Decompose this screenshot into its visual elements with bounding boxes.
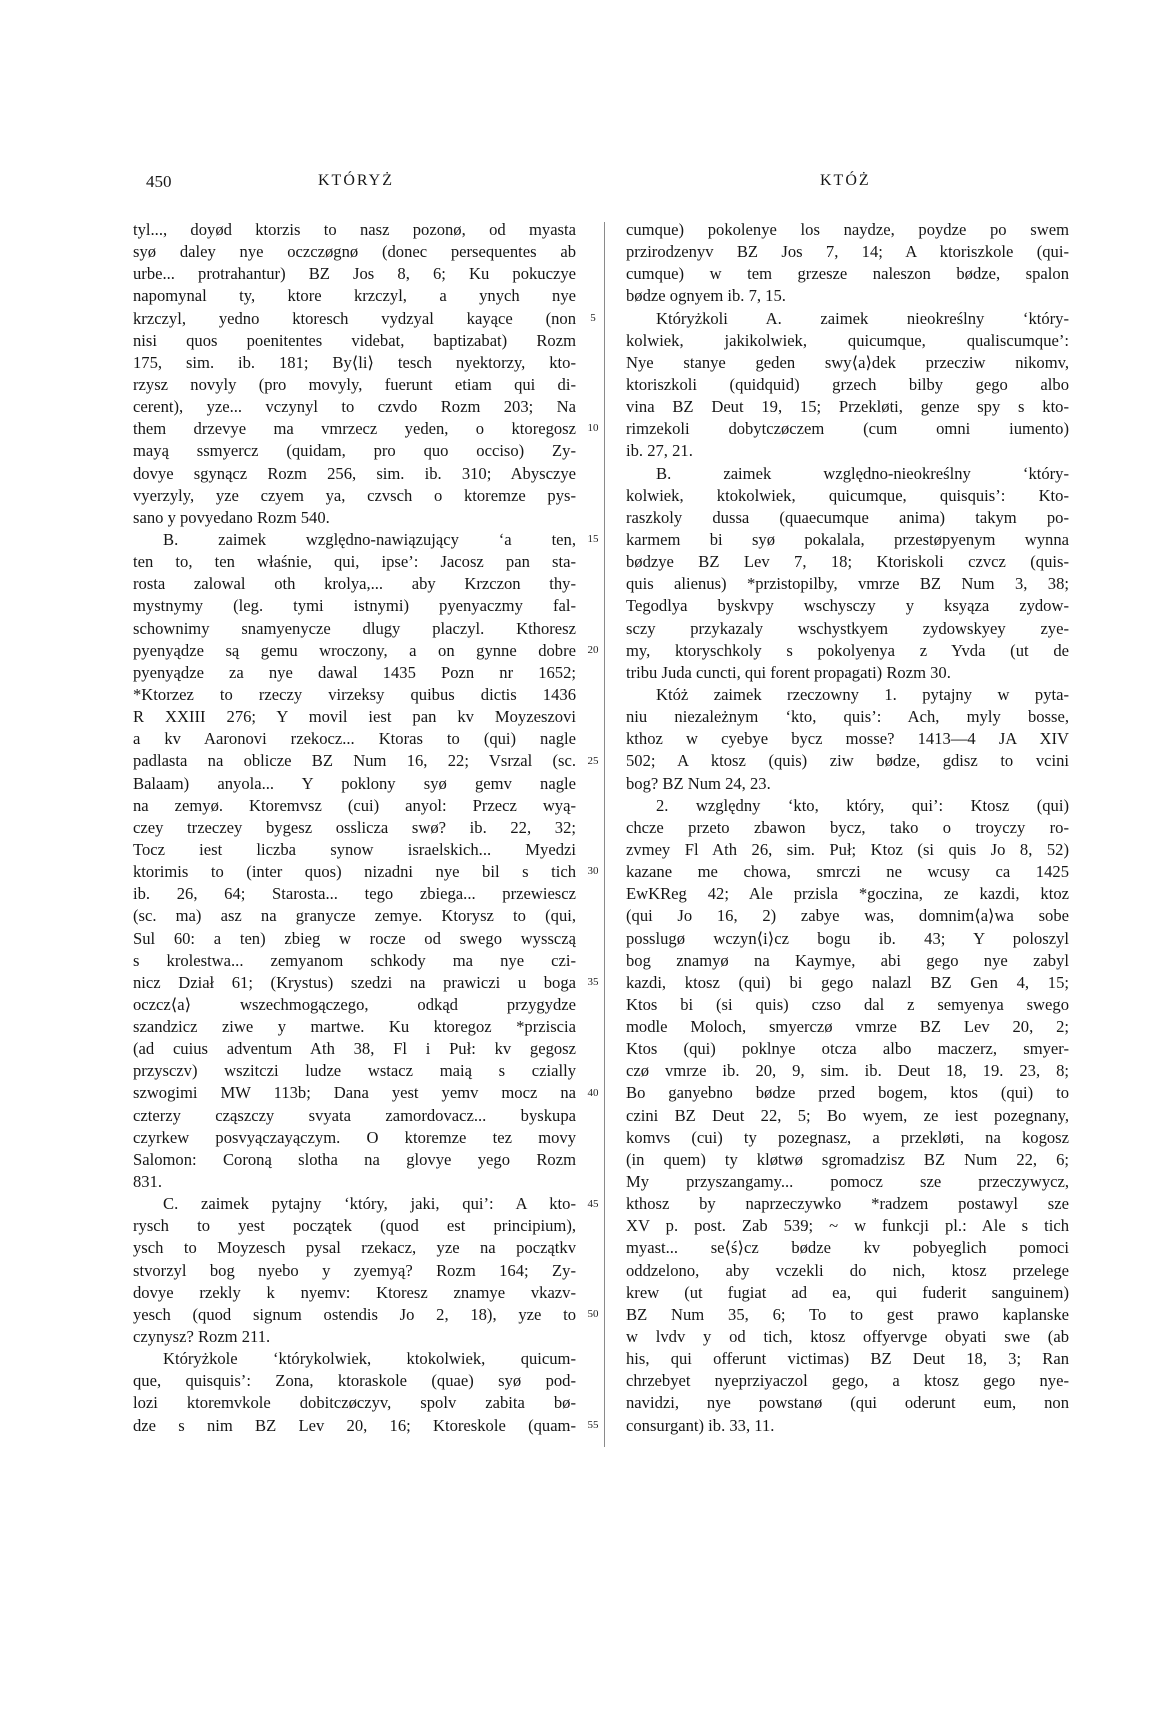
text-line: na zemyø. Ktoremvsz (cui) anyol: Przecz wyą- (133, 795, 576, 815)
text-line: kazane me chowa, smrczi ne wcusy ca 1425 (626, 862, 1069, 882)
text-line: Bo ganyebno bødze przed bogem, ktos (qui) to (626, 1083, 1069, 1103)
text-line: dovye sgynącz Rozm 256, sim. ib. 310; Abysczye (133, 463, 576, 483)
text-line: bødze ognyem ib. 7, 15. (626, 286, 786, 306)
text-line: *Ktorzez to rzeczy virzeksy quibus dictis 1436 (133, 684, 576, 704)
text-line: nicz Dział 61; (Krystus) szedzi na prawiczi u boga (133, 972, 576, 992)
text-line: quis alienus) *przistopilby, vmrze BZ Num 3, 38; (626, 574, 1069, 594)
text-line: 502; A ktosz (quis) ziw bødze, gdisz to vcini (626, 751, 1069, 771)
text-line: rimzekoli dobytczøczem (cum omni iumento) (626, 419, 1069, 439)
running-head-left: KTÓRYŻ (318, 172, 394, 189)
text-line: schownimy snamyenycze dlugy placzyl. Kthoresz (133, 618, 576, 638)
text-line: kazdi, ktosz (qui) bi gego nalazl BZ Gen 4, 15; (626, 972, 1069, 992)
text-line: Któryżkole ‘którykolwiek, ktokolwiek, quicum- (163, 1349, 576, 1369)
text-line: s krolestwa... zemyanom schkody ma nye czi- (133, 950, 576, 970)
line-number: 25 (587, 754, 599, 767)
text-line: my, ktoryschkoly s pokolyenya z Yvda (ut de (626, 640, 1069, 660)
text-line: ib. 27, 21. (626, 441, 693, 461)
text-line: XV p. post. Zab 539; ~ w funkcji pl.: Ale s tich (626, 1216, 1069, 1236)
text-line: mayą ssmyercz (quidam, pro quo occiso) Zy- (133, 441, 576, 461)
left-column (133, 219, 576, 1437)
page-header (0, 172, 1159, 196)
text-line: EwKReg 42; Ale przisla *goczina, ze kazdi, ktoz (626, 884, 1069, 904)
line-number: 5 (590, 311, 596, 324)
text-line: karmem bi syø pokalala, przestøpyenym wynna (626, 529, 1069, 549)
text-line: tyl..., doyød ktorzis to nasz pozonø, od myasta (133, 220, 576, 239)
text-line: ib. 26, 64; Starosta... tego zbiega... przewiescz (133, 884, 576, 904)
text-line: (sc. ma) asz na granycze zemye. Ktorysz to (qui, (133, 906, 576, 926)
text-line: lozi ktoremvkole dobitczøczyv, spolv zabita bø- (133, 1393, 576, 1413)
text-line: w lvdv y od tich, ktosz offyervge obyati swe (ab (626, 1327, 1069, 1347)
text-line: BZ Num 35, 6; To to gest prawo kaplanske (626, 1304, 1069, 1324)
text-line: napomynal ty, ktore krzczyl, a ynych nye (133, 286, 576, 306)
text-line: dze s nim BZ Lev 20, 16; Ktoreskole (quam- (133, 1415, 576, 1435)
text-line: a kv Aaronovi rzekocz... Ktoras to (qui) nagle (133, 729, 576, 749)
text-line: posslugø wczyn⟨i⟩cz bogu ib. 43; Y poloszyl (626, 928, 1069, 948)
text-line: syø daley nye oczczøgnø (donec persequentes ab (133, 242, 576, 262)
line-number-gutter (582, 219, 612, 1449)
text-line: Sul 60: a ten) zbieg w rocze od swego wyssczą (133, 928, 576, 948)
text-line: his, qui offerunt victimas) BZ Deut 18, 3; Ran (626, 1349, 1069, 1369)
line-number: 50 (587, 1308, 599, 1321)
text-line: kthoz w cyebye bycz mosse? 1413—4 JA XIV (626, 729, 1069, 749)
text-line: przysczv) wszitczi ludze wstacz maią s czially (133, 1061, 576, 1081)
text-line: chrzebyet nyeprziyaczol gego, a ktosz gego nye- (626, 1371, 1069, 1391)
text-line: myast... se⟨ś⟩cz bødze kv pobyeglich pomoci (626, 1238, 1069, 1258)
text-line: bog znamyø na Kaymye, abi gego nye zabyl (626, 950, 1069, 970)
text-line: krew (ut fugiat ad ea, qui fuderit sanguinem) (626, 1282, 1069, 1302)
text-line: (in quem) ty kløtwø sgromadzisz BZ Num 22, 6; (626, 1149, 1069, 1169)
text-line: cerent), yze... vczynyl to czvdo Rozm 203; Na (133, 397, 576, 417)
text-line: sano y povyedano Rozm 540. (133, 507, 330, 527)
text-line: yesch (quod signum ostendis Jo 2, 18), yze to (133, 1304, 576, 1324)
text-line: bog? BZ Num 24, 23. (626, 773, 771, 793)
text-line: Ktos bi (si quis) czso dal z semyenya swego (626, 994, 1069, 1014)
text-line: R XXIII 276; Y movil iest pan kv Moyzeszovi (133, 707, 576, 727)
text-line: Tocz iest liczba synow israelskich... Myedzi (133, 839, 576, 859)
text-line: rysch to yest początek (quod est principium), (133, 1216, 576, 1236)
text-line: dovye rzekly k nyemv: Ktoresz znamye vkazv- (133, 1282, 576, 1302)
text-line: szwogimi MW 113b; Dana yest yemv mocz na (133, 1083, 576, 1103)
text-line: padlasta na oblicze BZ Num 16, 22; Vsrzal (sc. (133, 751, 576, 771)
text-line: 175, sim. ib. 181; By⟨li⟩ tesch nyektorzy, kto- (133, 352, 576, 372)
text-line: kolwiek, ktokolwiek, quicumque, quisquis’: Kto- (626, 485, 1069, 505)
text-line: Któryżkoli A. zaimek nieokreślny ‘który- (656, 308, 1069, 328)
text-line: que, quisquis’: Zona, ktoraskole (quae) syø pod- (133, 1371, 576, 1391)
text-line: Tegodlya byskvpy wschysczy y ksyąza zydow- (626, 596, 1069, 616)
text-line: czini BZ Deut 22, 5; Bo wyem, ze iest pozegnany, (626, 1105, 1069, 1125)
text-line: ktoriszkoli (quidquid) grzech bilby gego albo (626, 374, 1069, 394)
text-line: komvs (cui) ty pozegnasz, a przekløti, na kogosz (626, 1127, 1069, 1147)
text-line: krzczyl, yedno ktoresch vydzyal kayące (non (133, 308, 576, 328)
text-line: urbe... protrahantur) BZ Jos 8, 6; Ku pokuczye (133, 264, 576, 284)
text-line: czø vmrze ib. 20, 9, sim. ib. Deut 18, 19. 23, 8; (626, 1061, 1069, 1081)
text-line: chcze przeto zbawon bycz, tako o troyczy ro- (626, 817, 1069, 837)
text-line: cumque) pokolenye los naydze, poydze po swem (626, 220, 1069, 239)
text-line: mystnymy (leg. tymi istnymi) pyenyaczmy fal- (133, 596, 576, 616)
text-line: C. zaimek pytajny ‘który, jaki, qui’: A kto- (163, 1194, 576, 1214)
text-line: ktorimis to (inter quos) nizadni nye bil s tich (133, 862, 576, 882)
line-number: 15 (587, 533, 599, 546)
text-line: B. zaimek względno-nieokreślny ‘który- (656, 463, 1069, 483)
running-head-right: KTÓŻ (820, 172, 871, 189)
text-line: przirodzenyv BZ Jos 7, 14; A ktoriszkole (qui- (626, 242, 1069, 262)
page-number: 450 (146, 172, 172, 191)
text-line: czynysz? Rozm 211. (133, 1327, 271, 1347)
text-line: kthosz by naprzeczywko *radzem postawyl sze (626, 1194, 1069, 1214)
text-line: Któż zaimek rzeczowny 1. pytajny w pyta- (656, 684, 1069, 704)
text-line: My przyszangamy... pomocz sze przeczywycz, (626, 1172, 1069, 1192)
line-number: 45 (587, 1197, 599, 1210)
text-line: 2. względny ‘kto, który, qui’: Ktosz (qui) (656, 795, 1069, 815)
text-line: oczcz⟨a⟩ wszechmogączego, odkąd przygydze (133, 994, 576, 1014)
text-line: (ad cuius adventum Ath 38, Fl i Puł: kv gegosz (133, 1039, 576, 1059)
text-line: czey trzeczey bygesz osslicza swø? ib. 22, 32; (133, 817, 576, 837)
text-line: oddzelono, aby vczekli do nich, ktosz przelege (626, 1260, 1069, 1280)
text-line: niu niezależnym ‘kto, quis’: Ach, myly bosse, (626, 707, 1069, 727)
text-line: Nye stanye geden swy⟨a⟩dek przecziw nikomv, (626, 352, 1069, 372)
text-line: consurgant) ib. 33, 11. (626, 1415, 775, 1435)
line-number: 35 (587, 976, 599, 989)
text-line: navidzi, nye powstanø (qui oderunt eum, non (626, 1393, 1069, 1413)
text-line: modle Moloch, smyerczø vmrze BZ Lev 20, 2; (626, 1017, 1069, 1037)
text-line: Ktos (qui) poklnye otcza albo maczerz, smyer- (626, 1039, 1069, 1059)
text-line: rosta zalowal oth krolya,... aby Krzczon thy- (133, 574, 576, 594)
line-number: 10 (587, 422, 599, 435)
text-line: raszkoly dussa (quaecumque anima) takym po- (626, 507, 1069, 527)
text-line: ten to, ten właśnie, qui, ipse’: Jacosz pan sta- (133, 552, 576, 572)
text-line: nisi quos poenitentes videbat, baptizabat) Rozm (133, 330, 576, 350)
text-line: zvmey Fl Ath 26, sim. Puł; Ktoz (si quis Jo 8, 52) (626, 839, 1069, 859)
text-line: czyrkew posvyączayączym. O ktoremze tez movy (133, 1127, 576, 1147)
text-line: them drzevye ma vmrzecz yeden, o ktoregosz (133, 419, 576, 439)
text-line: cumque) w tem grzesze naleszon bødze, spalon (626, 264, 1069, 284)
right-column (626, 219, 1069, 1437)
text-line: vina BZ Deut 19, 15; Przekløti, genze spy s kto- (626, 397, 1069, 417)
text-line: pyenyądze są gemu wroczony, a on gynne dobre (133, 640, 576, 660)
text-line: Salomon: Coroną slotha na glovye yego Rozm (133, 1149, 576, 1169)
text-line: sczy przykazaly wschystkyem zydowskyey zye- (626, 618, 1069, 638)
line-number: 20 (587, 643, 599, 656)
text-line: bødzye BZ Lev 7, 18; Ktoriskoli czvcz (quis- (626, 552, 1069, 572)
text-line: czterzy cząszczy svyata zamordovacz... byskupa (133, 1105, 576, 1125)
text-line: B. zaimek względno-nawiązujący ‘a ten, (163, 529, 576, 549)
text-line: rzysz novyly (pro movyly, fuerunt etiam qui di- (133, 374, 576, 394)
text-line: stvorzyl bog nyebo y zyemyą? Rozm 164; Zy- (133, 1260, 576, 1280)
text-line: vyerzyly, yze czyem ya, czvsch o ktoremze pys- (133, 485, 576, 505)
text-line: tribu Juda cuncti, qui forent propagati) Rozm 30. (626, 662, 951, 682)
text-line: szandzicz ziwe y martwe. Ku ktoregoz *prziscia (133, 1017, 576, 1037)
text-line: ysch to Moyzesch pysal rzekacz, yze na początkv (133, 1238, 576, 1258)
text-line: 831. (133, 1172, 163, 1192)
line-number: 30 (587, 865, 599, 878)
text-line: kolwiek, jakikolwiek, quicumque, qualiscumque’: (626, 330, 1069, 350)
line-number: 55 (587, 1419, 599, 1432)
text-line: (qui Jo 16, 2) zabye was, domnim⟨a⟩wa sobe (626, 906, 1069, 926)
text-line: pyenyądze za nye dawal 1435 Pozn nr 1652; (133, 662, 576, 682)
line-number: 40 (587, 1086, 599, 1099)
text-line: Balaam) anyola... Y poklony syø gemv nagle (133, 773, 576, 793)
